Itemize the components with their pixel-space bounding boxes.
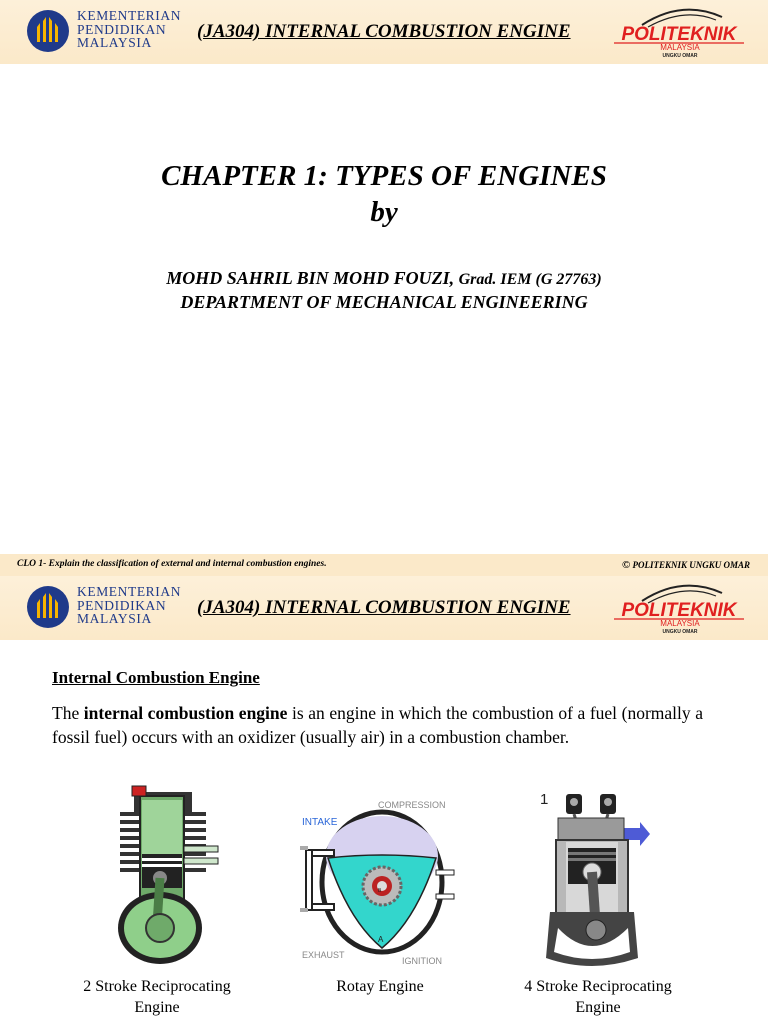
rotary-engine-figure [298,800,460,966]
rotary-engine-illustration-icon [298,800,460,966]
bold-term: internal combustion engine [83,703,288,723]
author-grad: Grad. IEM (G 27763) [458,271,602,288]
section-heading: Internal Combustion Engine [52,668,260,687]
svg-text:UNGKU OMAR: UNGKU OMAR [662,53,698,59]
definition-paragraph: The internal combustion engine is an engine in which the combustion of a fuel (normally a fossil fuel) occurs with an oxidizer (usually air) in a combustion chamber. [52,703,703,747]
kpm-logo-icon [24,585,72,629]
by-line: by [370,196,398,228]
clo-text: CLO 1- Explain the classification of external and internal combustion engines. [17,559,327,569]
slide-footer [0,554,768,576]
copyright-text: © POLITEKNIK UNGKU OMAR [622,559,750,571]
figure-caption: 2 Stroke Reciprocating Engine [83,978,231,1016]
svg-text:MALAYSIA: MALAYSIA [660,619,700,628]
author-line [0,268,768,289]
two-stroke-engine-illustration-icon [112,782,242,964]
figure-caption: 4 Stroke Reciprocating Engine [524,978,672,1016]
svg-text:INTAKE: INTAKE [302,817,338,828]
svg-text:POLITEKNIK: POLITEKNIK [621,600,737,621]
svg-text:A: A [378,935,384,944]
svg-text:IGNITION: IGNITION [402,956,442,966]
four-stroke-engine-illustration-icon [536,788,656,970]
four-stroke-engine-figure [536,788,656,970]
svg-text:COMPRESSION: COMPRESSION [378,800,446,810]
figure-caption: Rotay Engine [336,978,424,995]
svg-text:EXHAUST: EXHAUST [302,950,345,960]
politeknik-logo-icon [612,5,746,59]
two-stroke-engine-figure [112,782,242,964]
svg-text:1: 1 [540,791,549,808]
kpm-logo-icon [24,9,72,53]
politeknik-logo-icon [612,581,746,635]
svg-text:POLITEKNIK: POLITEKNIK [621,24,737,45]
department-line: DEPARTMENT OF MECHANICAL ENGINEERING [180,292,588,312]
content-slide [0,552,768,1024]
svg-text:B: B [378,888,382,894]
slide-header [0,0,768,64]
author-name: MOHD SAHRIL BIN MOHD FOUZI, [166,268,455,288]
kpm-wordmark: KEMENTERIAN PENDIDIKAN MALAYSIA [77,8,182,50]
svg-text:UNGKU OMAR: UNGKU OMAR [662,629,698,635]
course-title: (JA304) INTERNAL COMBUSTION ENGINE [197,597,571,618]
svg-text:MALAYSIA: MALAYSIA [660,43,700,52]
kpm-wordmark: KEMENTERIAN PENDIDIKAN MALAYSIA [77,584,182,626]
course-title: (JA304) INTERNAL COMBUSTION ENGINE [197,21,571,42]
chapter-title: CHAPTER 1: TYPES OF ENGINES [161,160,607,192]
slide-header [0,576,768,640]
